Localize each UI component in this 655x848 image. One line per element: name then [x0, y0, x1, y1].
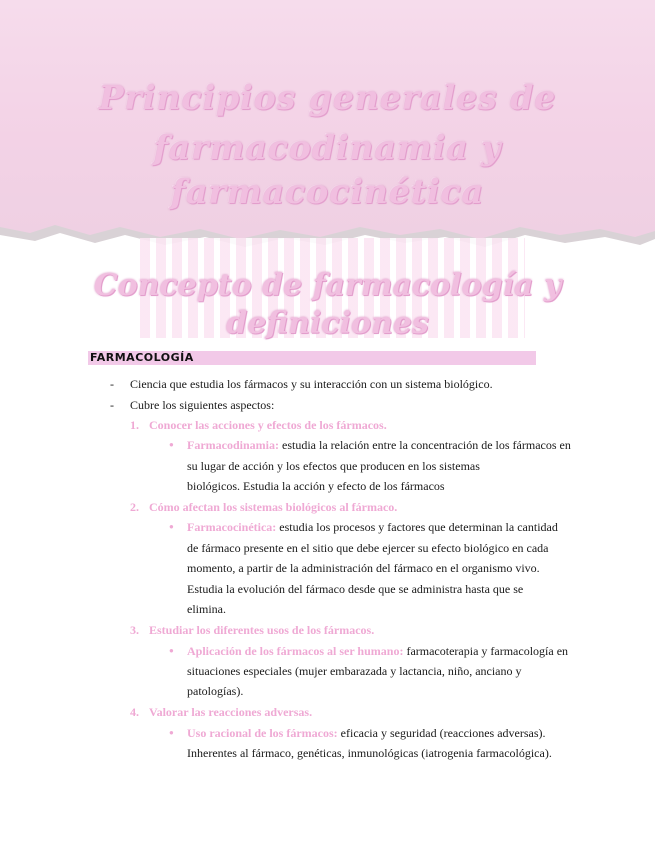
item-definition-line: su lugar de acción y los efectos que producen en los sistemas [187, 459, 480, 473]
item-number: 1. [130, 418, 139, 432]
item-definition-line: Farmacocinética: estudia los procesos y factores que determinan la cantidad [187, 520, 558, 534]
item-definition-line: situaciones especiales (mujer embarazada y lactancia, niño, anciano y [187, 664, 522, 678]
item-definition-line: Farmacodinamia: estudia la relación entre la concentración de los fármacos en [187, 438, 571, 452]
item-definition-line: de fármaco presente en el sitio que debe ejercer su efecto biológico en cada [187, 541, 549, 555]
bullet-icon: ● [169, 440, 174, 449]
item-number: 2. [130, 500, 139, 514]
subtitle-line-2: definiciones [226, 306, 429, 341]
bullet-icon: ● [169, 646, 174, 655]
item-definition-line: biológicos. Estudia la acción y efecto de los fármacos [187, 479, 445, 493]
item-definition-line: Uso racional de los fármacos: eficacia y seguridad (reacciones adversas). [187, 726, 546, 740]
item-definition-line: Estudia la evolución del fármaco desde que se administra hasta que se [187, 582, 524, 596]
item-heading: Cómo afectan los sistemas biológicos al fármaco. [149, 500, 398, 514]
bullet-icon: ● [169, 728, 174, 737]
dash-bullet: - [110, 398, 114, 412]
item-heading: Conocer las acciones y efectos de los fármacos. [149, 418, 387, 432]
definition-term: Farmacodinamia: [187, 438, 279, 452]
definition-term: Uso racional de los fármacos: [187, 726, 338, 740]
item-definition-line: Aplicación de los fármacos al ser humano: farmacoterapia y farmacología en [187, 644, 569, 658]
item-definition-line: momento, a partir de la administración del fármaco en el organismo vivo. [187, 561, 540, 575]
document-title-line-3: farmacocinética [170, 172, 485, 211]
item-number: 3. [130, 623, 139, 637]
definition-term: Aplicación de los fármacos al ser humano: [187, 644, 404, 658]
item-definition-line: elimina. [187, 602, 226, 616]
item-definition-line: patologías). [187, 684, 244, 698]
item-number: 4. [130, 705, 139, 719]
intro-line-2: Cubre los siguientes aspectos: [130, 398, 275, 412]
document-title-line-2: farmacodinamia y [153, 128, 502, 167]
item-heading: Valorar las reacciones adversas. [149, 705, 313, 719]
dash-bullet: - [110, 377, 114, 391]
definition-term: Farmacocinética: [187, 520, 277, 534]
bullet-icon: ● [169, 522, 174, 531]
document-title-line-1: Principios generales de [98, 78, 557, 117]
item-definition-line: Inherentes al fármaco, genéticas, inmunológicas (iatrogenia farmacológica). [187, 746, 552, 760]
subtitle-line-1: Concepto de farmacología y [93, 268, 562, 303]
section-heading: FARMACOLOGÍA [90, 351, 194, 364]
intro-line-1: Ciencia que estudia los fármacos y su interacción con un sistema biológico. [130, 377, 493, 391]
item-heading: Estudiar los diferentes usos de los fármacos. [149, 623, 375, 637]
